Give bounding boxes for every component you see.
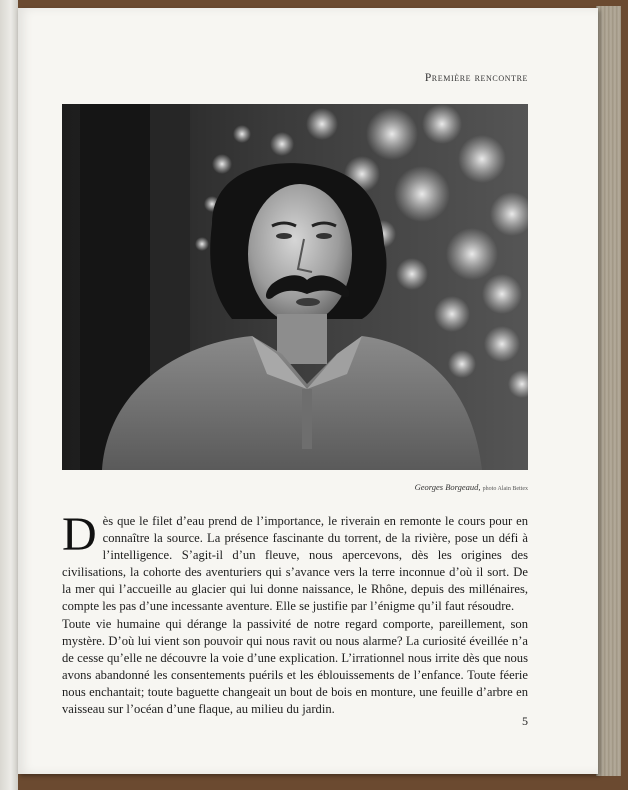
paragraph-1: [62, 508, 528, 616]
caption-credit: photo Alain Bettex: [482, 486, 528, 492]
portrait-photo: [62, 104, 528, 470]
facing-page-edge: [0, 0, 18, 790]
portrait-image: [62, 104, 528, 470]
book-page: [18, 8, 598, 774]
running-head: Première rencontre: [424, 72, 528, 84]
paragraph-2: Toute vie humaine qui dérange la passivité de notre regard comporte, pareillement, son mystère. D’où lui vient son pouvoir qui nous ravit ou nous alarme? La curiosité éveillée n’a de cesse qu’elle ne découvre la voie d’une explication. L’irrationnel nous irrite dès que nous avons abandonné les consentements puérils et les éblouissements de l’enfance. Toute féerie nous enchantait; toute baguette changeait un bout de bois en monture, une feuille d’arbre en vaisseau sur l’océan d’une flaque, au milieu du jardin.: [62, 616, 528, 717]
caption-name: Georges Borgeaud,: [414, 482, 481, 492]
paragraph-1-text: ès que le filet d’eau prend de l’importance, le riverain en remonte le cours pour en connaître la source. La présence fascinante du torrent, de la rivière, pose un défi à l’intelligence. S’agit-il d’un fleuve, nous apercevons, dès les origines des civilisations, la cohorte des aventuriers qui s’avance vers la terre inconnue d’où il sort. De la mer qui l’accueille au glacier qui lui donne naissance, le Rhône, depuis des millénaires, compte les pas d’une incessante aventure. Elle se justifie par l’énigme qu’il faut résoudre.: [62, 514, 528, 614]
photo-caption: [415, 482, 528, 492]
page-number: 5: [522, 714, 528, 728]
body-text: [62, 508, 528, 718]
book-cover-edge: [596, 6, 621, 776]
drop-cap: D: [62, 508, 97, 561]
